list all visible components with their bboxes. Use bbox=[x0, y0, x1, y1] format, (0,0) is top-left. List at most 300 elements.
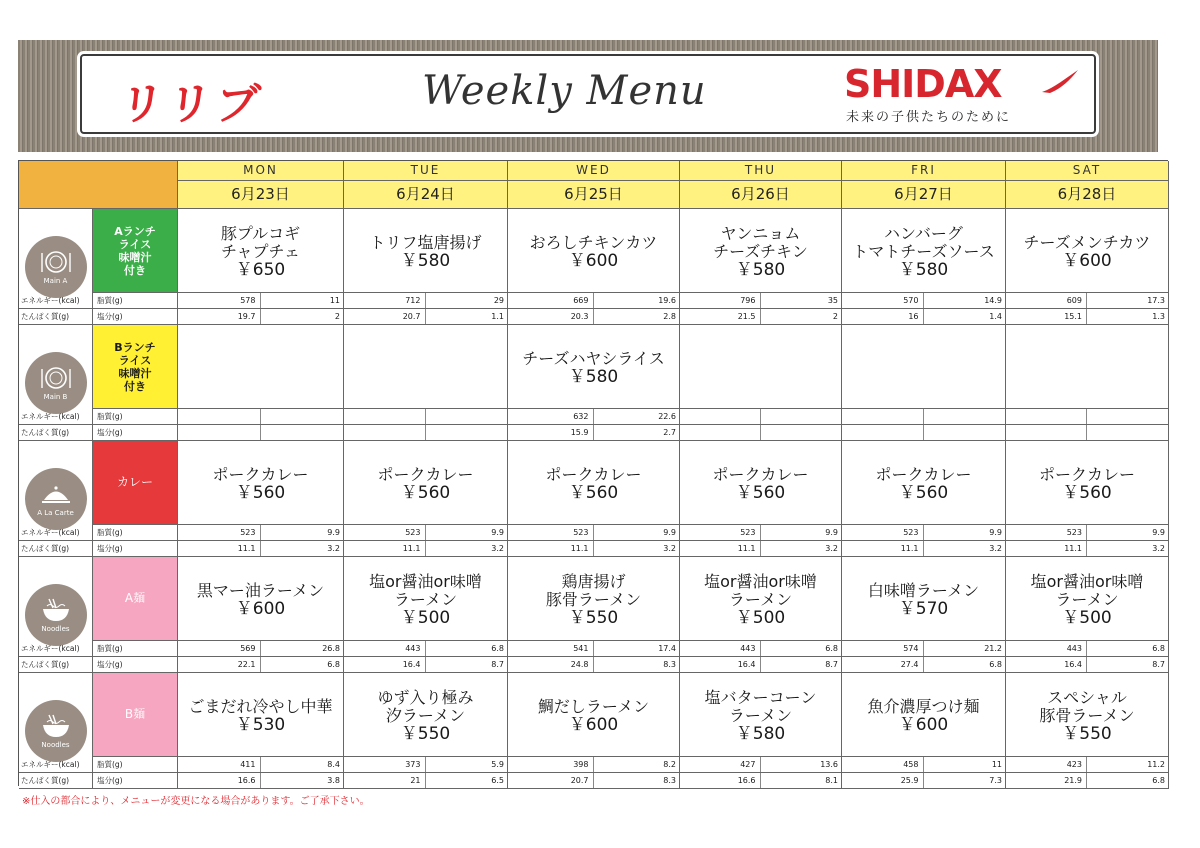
nutrition-protein-salt bbox=[1006, 309, 1169, 325]
salt-value: 8.3 bbox=[663, 776, 676, 785]
dish-name: 豚プルコギ チャプチェ bbox=[220, 223, 301, 261]
salt-value bbox=[761, 425, 842, 440]
protein-value: 21.5 bbox=[680, 309, 761, 324]
energy-label: エネルギー(kcal) bbox=[19, 525, 93, 541]
dish-price: ￥580 bbox=[400, 250, 451, 271]
protein-value: 19.7 bbox=[178, 309, 261, 324]
salt-value: 3.2 bbox=[989, 544, 1002, 553]
lilib-logo: リリブ bbox=[116, 79, 267, 130]
dish-name: ポークカレー bbox=[545, 464, 642, 484]
energy-value: 411 bbox=[178, 757, 261, 772]
dish-cell bbox=[680, 325, 842, 409]
dish-price: ￥600 bbox=[235, 598, 286, 619]
dish-name: トリフ塩唐揚げ bbox=[369, 232, 482, 252]
protein-value: 11.1 bbox=[508, 541, 594, 556]
weekly-menu-table bbox=[18, 160, 1168, 786]
nutrition-protein-salt bbox=[508, 425, 680, 441]
fat-value: 6.8 bbox=[825, 644, 838, 653]
dish-cell bbox=[508, 673, 680, 757]
dish-name: 黒マー油ラーメン bbox=[196, 580, 325, 600]
energy-value: 523 bbox=[680, 525, 761, 540]
salt-value: 8.7 bbox=[491, 660, 504, 669]
dish-cell bbox=[680, 209, 842, 293]
salt-value: 2.7 bbox=[663, 428, 676, 437]
dish-name: 白味噌ラーメン bbox=[867, 580, 980, 600]
dish-price: ￥570 bbox=[898, 598, 949, 619]
energy-value bbox=[680, 409, 761, 424]
nutrition-energy-fat bbox=[178, 525, 344, 541]
dish-cell bbox=[508, 209, 680, 293]
fat-value: 8.4 bbox=[327, 760, 340, 769]
salt-value: 6.5 bbox=[491, 776, 504, 785]
salt-value: 8.1 bbox=[825, 776, 838, 785]
fat-value: 26.8 bbox=[322, 644, 340, 653]
salt-label: 塩分(g) bbox=[93, 309, 178, 325]
salt-value bbox=[426, 425, 508, 440]
protein-value: 11.1 bbox=[178, 541, 261, 556]
dish-price: ￥560 bbox=[898, 482, 949, 503]
nutrition-energy-fat bbox=[680, 525, 842, 541]
table-corner bbox=[19, 161, 178, 209]
fat-value: 5.9 bbox=[491, 760, 504, 769]
category-icon-caption: Main A bbox=[43, 276, 68, 285]
nutrition-energy-fat bbox=[842, 757, 1006, 773]
nutrition-protein-salt bbox=[178, 773, 344, 789]
dish-name: ポークカレー bbox=[875, 464, 972, 484]
noodle-bowl-icon bbox=[25, 700, 87, 762]
protein-value: 22.1 bbox=[178, 657, 261, 672]
nutrition-protein-salt bbox=[842, 657, 1006, 673]
nutrition-protein-salt bbox=[842, 425, 1006, 441]
dish-cell bbox=[344, 325, 508, 409]
dish-price: ￥580 bbox=[735, 723, 786, 744]
salt-value bbox=[1087, 425, 1168, 440]
nutrition-energy-fat bbox=[178, 757, 344, 773]
dish-cell bbox=[1006, 557, 1169, 641]
energy-value: 373 bbox=[344, 757, 426, 772]
category-icon-caption: Main B bbox=[43, 392, 68, 401]
dish-cell bbox=[680, 441, 842, 525]
dish-price: ￥580 bbox=[735, 259, 786, 280]
energy-label: エネルギー(kcal) bbox=[19, 757, 93, 773]
dish-cell bbox=[344, 557, 508, 641]
fat-value: 9.9 bbox=[491, 528, 504, 537]
nutrition-protein-salt bbox=[344, 425, 508, 441]
nutrition-protein-salt bbox=[508, 773, 680, 789]
dish-price: ￥560 bbox=[1062, 482, 1112, 503]
nutrition-energy-fat bbox=[178, 293, 344, 309]
fat-value: 9.9 bbox=[1152, 528, 1165, 537]
energy-value: 712 bbox=[344, 293, 426, 308]
dish-cell bbox=[178, 325, 344, 409]
protein-value: 16.4 bbox=[344, 657, 426, 672]
nutrition-protein-salt bbox=[508, 309, 680, 325]
fat-value: 29 bbox=[493, 296, 504, 305]
dish-price: ￥580 bbox=[568, 366, 619, 387]
swoosh-icon bbox=[1040, 68, 1080, 94]
nutrition-energy-fat bbox=[680, 757, 842, 773]
fat-value: 8.2 bbox=[663, 760, 676, 769]
nutrition-protein-salt bbox=[1006, 425, 1169, 441]
nutrition-protein-salt bbox=[508, 541, 680, 557]
date-header-tue: 6月24日 bbox=[344, 181, 508, 209]
nutrition-protein-salt bbox=[1006, 657, 1169, 673]
protein-value: 11.1 bbox=[1006, 541, 1087, 556]
dish-price: ￥600 bbox=[898, 714, 949, 735]
dish-cell bbox=[178, 209, 344, 293]
nutrition-energy-fat bbox=[178, 409, 344, 425]
protein-value: 27.4 bbox=[842, 657, 924, 672]
salt-value: 2.8 bbox=[663, 312, 676, 321]
nutrition-energy-fat bbox=[1006, 757, 1169, 773]
dish-cell bbox=[842, 209, 1006, 293]
fat-value: 9.9 bbox=[663, 528, 676, 537]
energy-value: 523 bbox=[508, 525, 594, 540]
energy-value bbox=[178, 409, 261, 424]
protein-value bbox=[1006, 425, 1087, 440]
nutrition-energy-fat bbox=[680, 641, 842, 657]
nutrition-protein-salt bbox=[680, 309, 842, 325]
fat-value bbox=[761, 409, 842, 424]
dish-cell bbox=[842, 441, 1006, 525]
energy-label: エネルギー(kcal) bbox=[19, 293, 93, 309]
protein-value: 20.7 bbox=[344, 309, 426, 324]
nutrition-energy-fat bbox=[842, 409, 1006, 425]
dish-name: ヤンニョム チーズチキン bbox=[713, 223, 808, 261]
nutrition-energy-fat bbox=[680, 409, 842, 425]
dish-name: 塩or醤油or味噌 ラーメン bbox=[1030, 571, 1144, 609]
protein-value: 11.1 bbox=[344, 541, 426, 556]
salt-value: 2 bbox=[334, 312, 340, 321]
nutrition-protein-salt bbox=[680, 657, 842, 673]
category-label: B麺 bbox=[93, 673, 178, 757]
nutrition-energy-fat bbox=[1006, 409, 1169, 425]
dish-cell bbox=[680, 673, 842, 757]
protein-value: 11.1 bbox=[842, 541, 924, 556]
dish-name: スペシャル 豚骨ラーメン bbox=[1039, 687, 1135, 725]
energy-value: 569 bbox=[178, 641, 261, 656]
fat-value bbox=[1087, 409, 1168, 424]
dish-name: ポークカレー bbox=[212, 464, 309, 484]
dish-name: ポークカレー bbox=[1038, 464, 1135, 484]
salt-label: 塩分(g) bbox=[93, 773, 178, 789]
dish-cell bbox=[344, 209, 508, 293]
nutrition-energy-fat bbox=[842, 525, 1006, 541]
nutrition-protein-salt bbox=[344, 541, 508, 557]
brand-tagline: 未来の子供たちのために bbox=[846, 110, 1012, 125]
category-icon-caption: Noodles bbox=[41, 740, 70, 749]
fat-value bbox=[261, 409, 344, 424]
dish-cell bbox=[508, 557, 680, 641]
energy-value: 443 bbox=[1006, 641, 1087, 656]
protein-value bbox=[178, 425, 261, 440]
dish-cell bbox=[1006, 209, 1169, 293]
dish-cell bbox=[178, 441, 344, 525]
protein-value bbox=[842, 425, 924, 440]
dish-price: ￥580 bbox=[898, 259, 949, 280]
fat-value: 6.8 bbox=[491, 644, 504, 653]
dish-cell bbox=[344, 673, 508, 757]
dish-name: ポークカレー bbox=[377, 464, 474, 484]
footnote: ※仕入の都合により、メニューが変更になる場合があります。ご了承下さい。 bbox=[22, 796, 370, 807]
energy-value bbox=[1006, 409, 1087, 424]
protein-label: たんぱく質(g) bbox=[19, 773, 93, 789]
salt-value: 2 bbox=[832, 312, 838, 321]
dish-name: ハンバーグ トマトチーズソース bbox=[852, 223, 995, 261]
dish-name: 鶏唐揚げ 豚骨ラーメン bbox=[545, 571, 642, 609]
category-icon-caption: A La Carte bbox=[37, 508, 74, 517]
salt-value: 6.8 bbox=[989, 660, 1002, 669]
dish-cell bbox=[508, 441, 680, 525]
dish-price: ￥500 bbox=[735, 607, 786, 628]
nutrition-energy-fat bbox=[842, 641, 1006, 657]
dish-cell bbox=[508, 325, 680, 409]
fat-value: 9.9 bbox=[989, 528, 1002, 537]
protein-value: 16.6 bbox=[680, 773, 761, 788]
fat-value bbox=[924, 409, 1006, 424]
date-header-wed: 6月25日 bbox=[508, 181, 680, 209]
category-label: Bランチ ライス 味噌汁 付き bbox=[93, 325, 178, 409]
energy-value: 669 bbox=[508, 293, 594, 308]
dish-name: チーズメンチカツ bbox=[1023, 232, 1151, 252]
dish-cell bbox=[842, 673, 1006, 757]
category-label: Aランチ ライス 味噌汁 付き bbox=[93, 209, 178, 293]
nutrition-protein-salt bbox=[344, 773, 508, 789]
nutrition-energy-fat bbox=[508, 525, 680, 541]
salt-value: 1.4 bbox=[989, 312, 1002, 321]
fat-value: 9.9 bbox=[327, 528, 340, 537]
fat-label: 脂質(g) bbox=[93, 409, 178, 425]
energy-value: 796 bbox=[680, 293, 761, 308]
dish-name: 塩バターコーン ラーメン bbox=[704, 687, 817, 725]
nutrition-energy-fat bbox=[344, 525, 508, 541]
fat-label: 脂質(g) bbox=[93, 757, 178, 773]
energy-value: 458 bbox=[842, 757, 924, 772]
fat-value: 21.2 bbox=[984, 644, 1002, 653]
dish-name: ゆず入り極み 汐ラーメン bbox=[377, 687, 474, 725]
protein-value: 16.4 bbox=[680, 657, 761, 672]
dish-cell bbox=[178, 557, 344, 641]
dish-price: ￥500 bbox=[1062, 607, 1112, 628]
dish-price: ￥530 bbox=[235, 714, 286, 735]
salt-label: 塩分(g) bbox=[93, 425, 178, 441]
fat-value: 13.6 bbox=[820, 760, 838, 769]
category-label: A麺 bbox=[93, 557, 178, 641]
protein-value: 21 bbox=[344, 773, 426, 788]
nutrition-energy-fat bbox=[680, 293, 842, 309]
energy-label: エネルギー(kcal) bbox=[19, 409, 93, 425]
protein-label: たんぱく質(g) bbox=[19, 541, 93, 557]
nutrition-energy-fat bbox=[508, 293, 680, 309]
energy-value: 578 bbox=[178, 293, 261, 308]
protein-value: 20.7 bbox=[508, 773, 594, 788]
protein-value: 21.9 bbox=[1006, 773, 1087, 788]
fat-value: 14.9 bbox=[984, 296, 1002, 305]
salt-value: 3.2 bbox=[1152, 544, 1165, 553]
dish-cell bbox=[1006, 325, 1169, 409]
dish-price: ￥600 bbox=[568, 714, 619, 735]
nutrition-protein-salt bbox=[344, 309, 508, 325]
energy-value bbox=[842, 409, 924, 424]
nutrition-energy-fat bbox=[344, 409, 508, 425]
fat-value: 17.4 bbox=[658, 644, 676, 653]
nutrition-protein-salt bbox=[842, 309, 1006, 325]
fat-label: 脂質(g) bbox=[93, 293, 178, 309]
salt-value: 8.3 bbox=[663, 660, 676, 669]
nutrition-protein-salt bbox=[508, 657, 680, 673]
fat-value: 9.9 bbox=[825, 528, 838, 537]
protein-value bbox=[680, 425, 761, 440]
dish-price: ￥560 bbox=[400, 482, 451, 503]
category-label: カレー bbox=[93, 441, 178, 525]
nutrition-protein-salt bbox=[680, 773, 842, 789]
nutrition-protein-salt bbox=[178, 657, 344, 673]
dish-price: ￥650 bbox=[235, 259, 286, 280]
fat-value: 22.6 bbox=[658, 412, 676, 421]
salt-value: 8.7 bbox=[1152, 660, 1165, 669]
dish-price: ￥560 bbox=[568, 482, 619, 503]
fat-value: 35 bbox=[827, 296, 838, 305]
salt-value: 1.1 bbox=[491, 312, 504, 321]
day-header-fri: FRI bbox=[842, 161, 1006, 181]
dish-cell bbox=[842, 325, 1006, 409]
dish-price: ￥550 bbox=[568, 607, 619, 628]
nutrition-protein-salt bbox=[344, 657, 508, 673]
energy-value: 523 bbox=[178, 525, 261, 540]
nutrition-energy-fat bbox=[508, 409, 680, 425]
page-title: Weekly Menu bbox=[422, 68, 707, 114]
nutrition-energy-fat bbox=[178, 641, 344, 657]
salt-value: 3.2 bbox=[825, 544, 838, 553]
date-header-sat: 6月28日 bbox=[1006, 181, 1169, 209]
dish-price: ￥550 bbox=[1062, 723, 1112, 744]
noodle-bowl-icon bbox=[25, 584, 87, 646]
salt-value: 1.3 bbox=[1152, 312, 1165, 321]
nutrition-energy-fat bbox=[508, 757, 680, 773]
nutrition-energy-fat bbox=[344, 641, 508, 657]
energy-value: 523 bbox=[842, 525, 924, 540]
protein-value: 16.4 bbox=[1006, 657, 1087, 672]
protein-value: 25.9 bbox=[842, 773, 924, 788]
dish-cell bbox=[680, 557, 842, 641]
dish-price: ￥560 bbox=[735, 482, 786, 503]
salt-value: 3.8 bbox=[327, 776, 340, 785]
dish-cell bbox=[1006, 441, 1169, 525]
dish-name: チーズハヤシライス bbox=[522, 348, 665, 368]
salt-value: 7.3 bbox=[989, 776, 1002, 785]
cloche-icon bbox=[25, 468, 87, 530]
nutrition-protein-salt bbox=[680, 425, 842, 441]
day-header-thu: THU bbox=[680, 161, 842, 181]
plate-icon bbox=[25, 352, 87, 414]
energy-value bbox=[344, 409, 426, 424]
protein-label: たんぱく質(g) bbox=[19, 425, 93, 441]
dish-cell bbox=[344, 441, 508, 525]
nutrition-energy-fat bbox=[344, 293, 508, 309]
energy-value: 574 bbox=[842, 641, 924, 656]
nutrition-energy-fat bbox=[508, 641, 680, 657]
day-header-tue: TUE bbox=[344, 161, 508, 181]
dish-name: ごまだれ冷やし中華 bbox=[188, 696, 333, 716]
nutrition-protein-salt bbox=[842, 773, 1006, 789]
nutrition-protein-salt bbox=[1006, 541, 1169, 557]
plate-icon bbox=[25, 236, 87, 298]
fat-value: 11.2 bbox=[1147, 760, 1165, 769]
day-header-mon: MON bbox=[178, 161, 344, 181]
date-header-thu: 6月26日 bbox=[680, 181, 842, 209]
protein-value bbox=[344, 425, 426, 440]
salt-value: 8.7 bbox=[825, 660, 838, 669]
dish-price: ￥600 bbox=[1062, 250, 1112, 271]
day-header-wed: WED bbox=[508, 161, 680, 181]
energy-value: 632 bbox=[508, 409, 594, 424]
nutrition-energy-fat bbox=[1006, 293, 1169, 309]
header-card bbox=[80, 54, 1096, 134]
salt-value: 6.8 bbox=[1152, 776, 1165, 785]
protein-value: 24.8 bbox=[508, 657, 594, 672]
dish-cell bbox=[178, 673, 344, 757]
protein-label: たんぱく質(g) bbox=[19, 309, 93, 325]
salt-value bbox=[924, 425, 1006, 440]
fat-label: 脂質(g) bbox=[93, 641, 178, 657]
fat-label: 脂質(g) bbox=[93, 525, 178, 541]
nutrition-energy-fat bbox=[1006, 641, 1169, 657]
nutrition-protein-salt bbox=[842, 541, 1006, 557]
nutrition-protein-salt bbox=[178, 309, 344, 325]
fat-value bbox=[426, 409, 508, 424]
dish-price: ￥500 bbox=[400, 607, 451, 628]
energy-value: 443 bbox=[344, 641, 426, 656]
salt-value: 3.2 bbox=[491, 544, 504, 553]
dish-name: ポークカレー bbox=[712, 464, 809, 484]
category-icon-caption: Noodles bbox=[41, 624, 70, 633]
salt-value: 6.8 bbox=[327, 660, 340, 669]
protein-value: 16.6 bbox=[178, 773, 261, 788]
nutrition-energy-fat bbox=[842, 293, 1006, 309]
salt-label: 塩分(g) bbox=[93, 657, 178, 673]
protein-value: 16 bbox=[842, 309, 924, 324]
nutrition-protein-salt bbox=[178, 425, 344, 441]
nutrition-protein-salt bbox=[1006, 773, 1169, 789]
energy-value: 427 bbox=[680, 757, 761, 772]
energy-value: 609 bbox=[1006, 293, 1087, 308]
dish-price: ￥600 bbox=[568, 250, 619, 271]
protein-value: 20.3 bbox=[508, 309, 594, 324]
protein-value: 11.1 bbox=[680, 541, 761, 556]
fat-value: 17.3 bbox=[1147, 296, 1165, 305]
energy-value: 523 bbox=[1006, 525, 1087, 540]
energy-value: 523 bbox=[344, 525, 426, 540]
dish-name: 塩or醤油or味噌 ラーメン bbox=[704, 571, 817, 609]
dish-name: おろしチキンカツ bbox=[529, 232, 658, 252]
dish-price: ￥550 bbox=[400, 723, 451, 744]
salt-value: 3.2 bbox=[663, 544, 676, 553]
fat-value: 11 bbox=[329, 296, 340, 305]
nutrition-energy-fat bbox=[1006, 525, 1169, 541]
salt-label: 塩分(g) bbox=[93, 541, 178, 557]
dish-name: 魚介濃厚つけ麺 bbox=[867, 696, 980, 716]
energy-value: 570 bbox=[842, 293, 924, 308]
fat-value: 6.8 bbox=[1152, 644, 1165, 653]
dish-cell bbox=[1006, 673, 1169, 757]
dish-name: 塩or醤油or味噌 ラーメン bbox=[369, 571, 482, 609]
protein-value: 15.1 bbox=[1006, 309, 1087, 324]
protein-label: たんぱく質(g) bbox=[19, 657, 93, 673]
energy-label: エネルギー(kcal) bbox=[19, 641, 93, 657]
nutrition-protein-salt bbox=[680, 541, 842, 557]
nutrition-energy-fat bbox=[344, 757, 508, 773]
day-header-sat: SAT bbox=[1006, 161, 1169, 181]
